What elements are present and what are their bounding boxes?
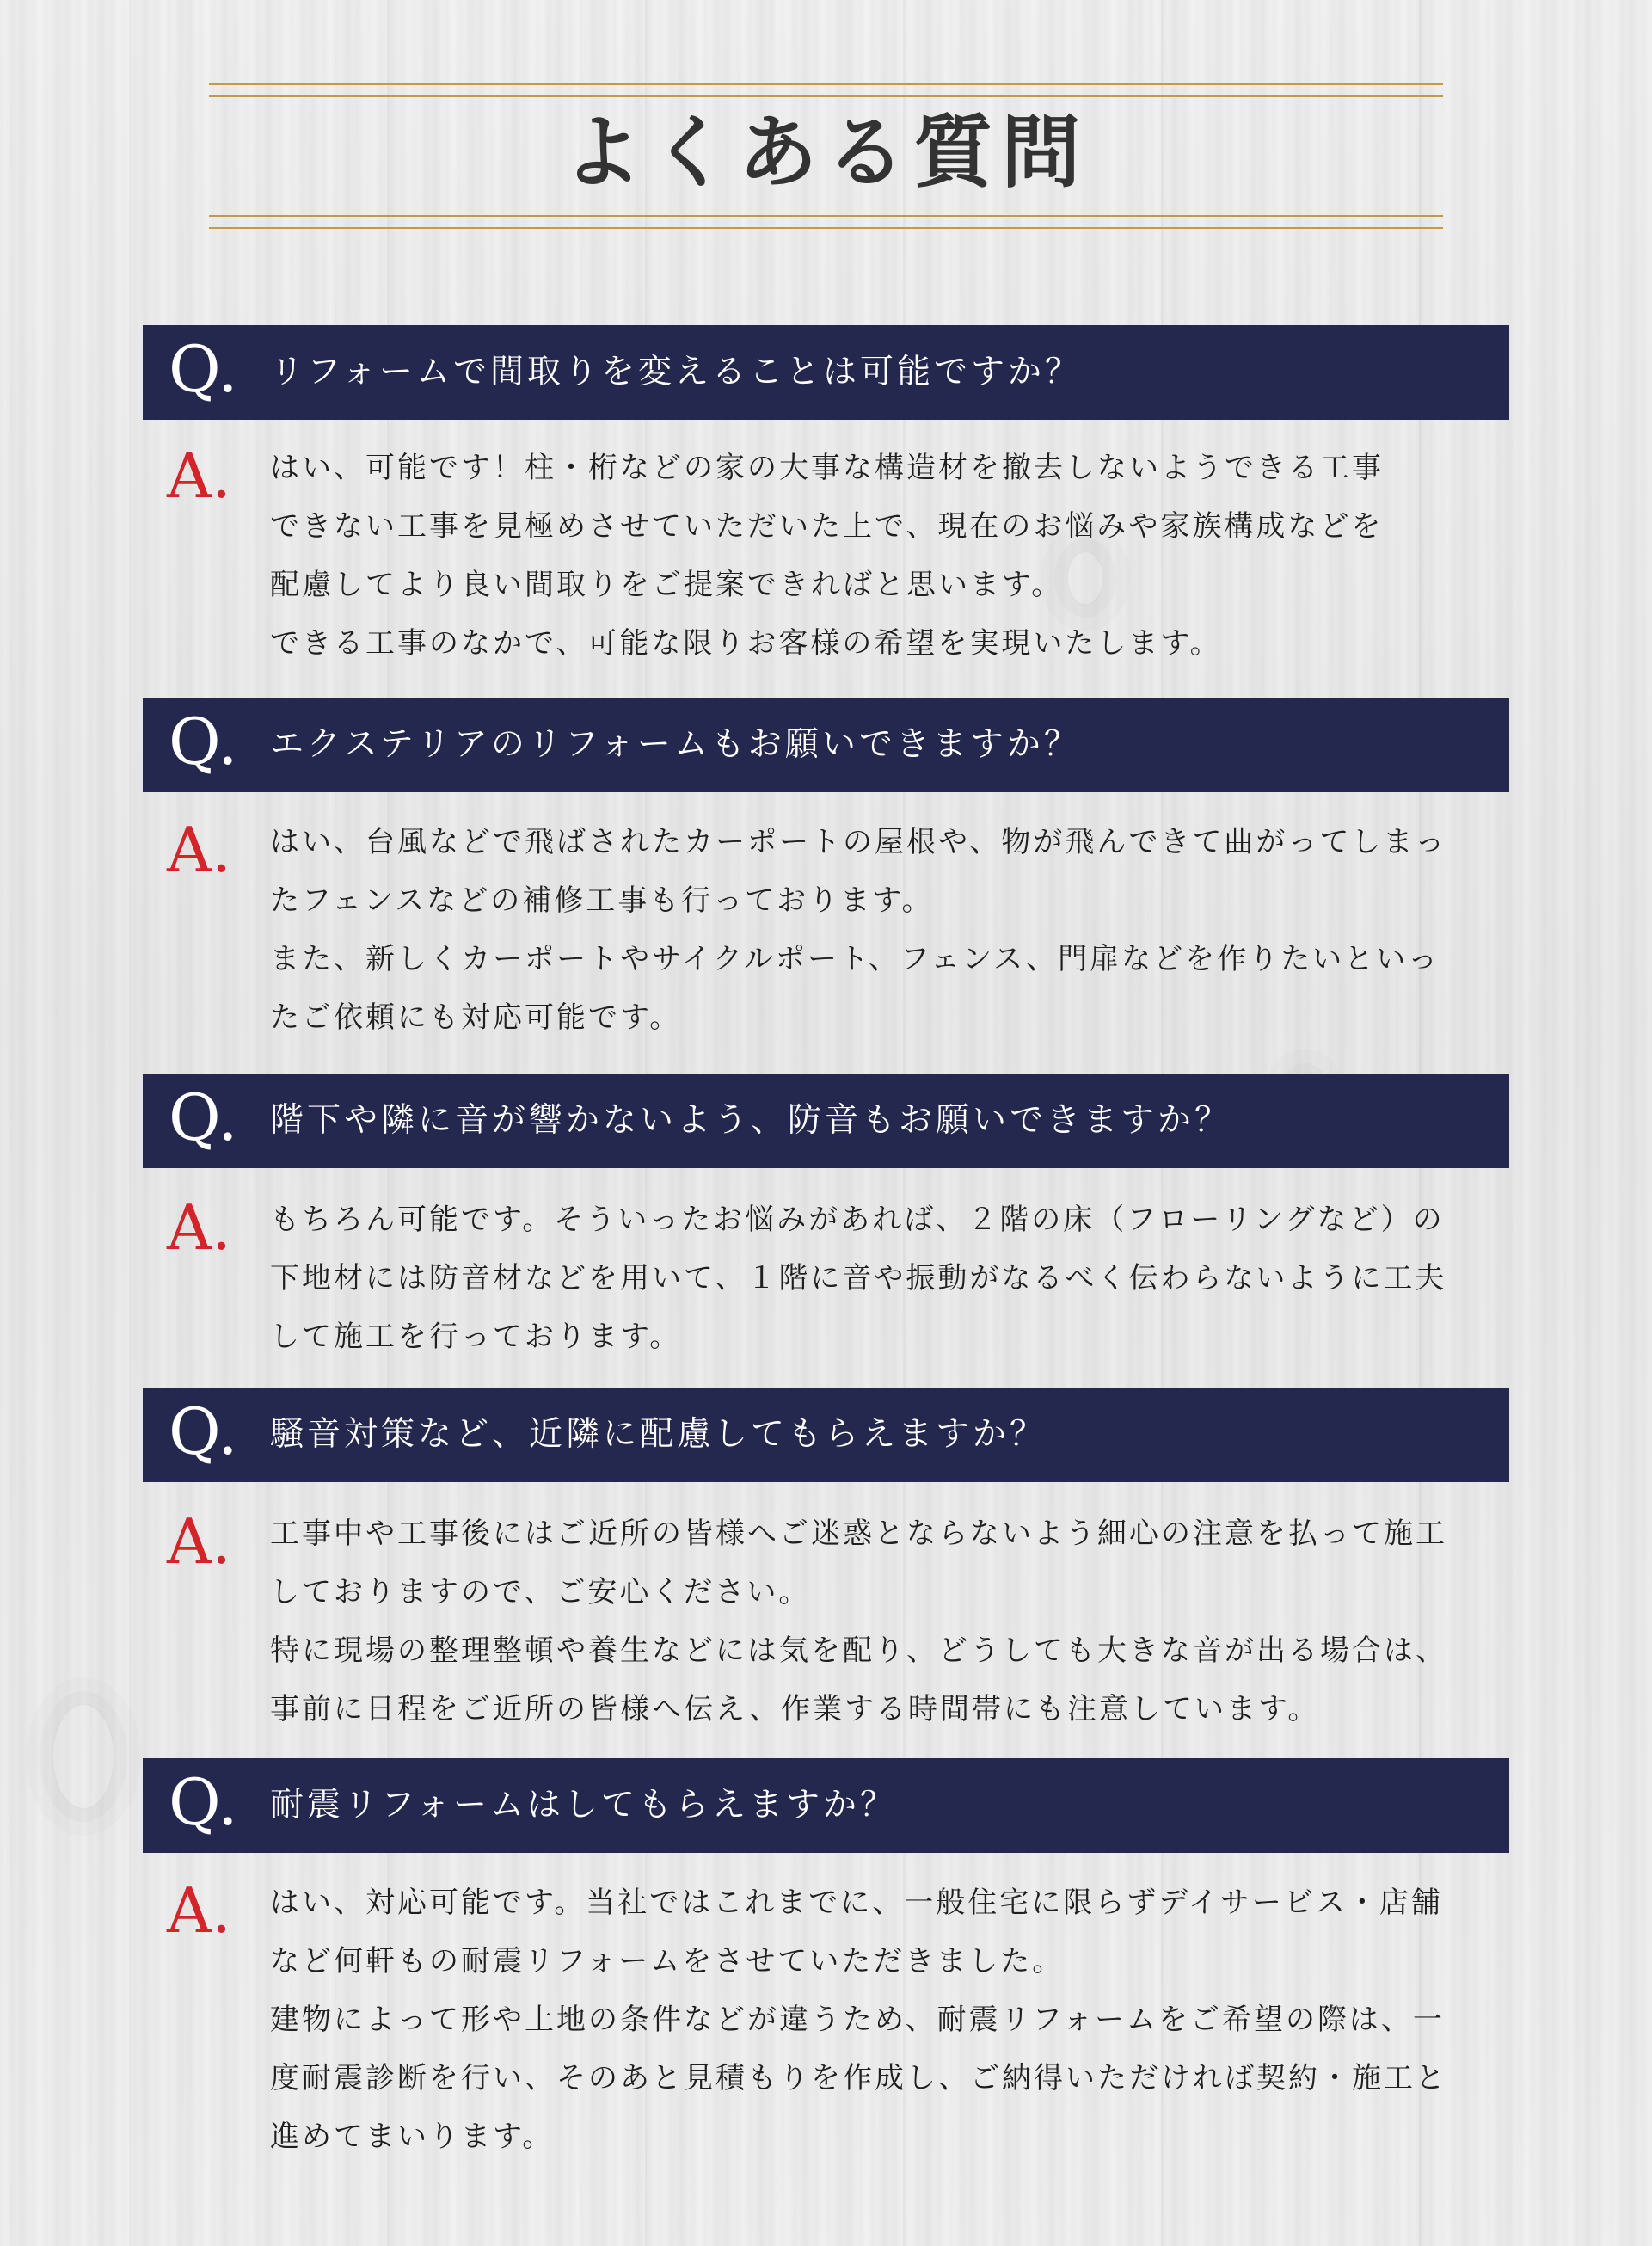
answer-line: できる工事のなかで、可能な限りお客様の希望を実現いたします。 <box>270 626 1222 661</box>
answer-line: たフェンスなどの補修工事も行っております。 <box>270 883 934 918</box>
faq-question-text: エクステリアのリフォームもお願いできますか？ <box>270 725 1081 764</box>
q-marker: Q. <box>169 333 238 407</box>
q-marker: Q. <box>169 1081 238 1155</box>
a-marker: A. <box>167 1191 231 1264</box>
q-marker: Q. <box>169 1395 238 1469</box>
q-marker: Q. <box>169 705 238 779</box>
answer-line: はい、対応可能です。当社ではこれまでに、一般住宅に限らずデイサービス・店舗 <box>270 1886 1443 1920</box>
page-title: よくある質問 <box>562 106 1090 199</box>
a-marker: A. <box>167 440 231 512</box>
faq-question-bar <box>143 698 1509 792</box>
faq-question-bar <box>143 325 1509 420</box>
faq-answer-text <box>270 813 1508 1047</box>
q-marker: Q. <box>169 1766 238 1840</box>
answer-line: はい、可能です！柱・桁などの家の大事な構造材を撤去しないようできる工事 <box>270 451 1384 485</box>
wood-knot-decoration <box>52 1703 115 1810</box>
faq-answer-text <box>270 1874 1508 2166</box>
faq-question-bar <box>143 1758 1509 1853</box>
answer-line: 下地材には防音材などを用いて、１階に音や振動がなるべく伝わらないように工夫 <box>270 1261 1447 1295</box>
answer-line: 事前に日程をご近所の皆様へ伝え、作業する時間帯にも注意しています。 <box>270 1692 1320 1726</box>
gold-rule-bottom <box>209 227 1443 229</box>
gold-rule-bottom-inner <box>209 215 1443 217</box>
faq-answer-text <box>270 439 1508 673</box>
a-marker: A. <box>167 814 231 886</box>
faq-question-bar <box>143 1388 1509 1482</box>
answer-line: 特に現場の整理整頓や養生などには気を配り、どうしても大きな音が出る場合は、 <box>270 1634 1447 1668</box>
answer-line: 進めてまいります。 <box>270 2120 555 2154</box>
answer-line: また、新しくカーポートやサイクルポート、フェンス、門扉などを作りたいといっ <box>270 942 1440 976</box>
faq-answer-text <box>270 1191 1508 1366</box>
answer-line: できない工事を見極めさせていただいた上で、現在のお悩みや家族構成などを <box>270 509 1384 544</box>
a-marker: A. <box>167 1874 231 1947</box>
gold-rule-top <box>209 83 1443 85</box>
faq-question-text: 階下や隣に音が響かないよう、防音もお願いできますか？ <box>270 1101 1232 1140</box>
faq-answer-text <box>270 1505 1508 1738</box>
faq-question-text: リフォームで間取りを変えることは可能ですか？ <box>270 353 1083 391</box>
answer-line: 建物によって形や土地の条件などが違うため、耐震リフォームをご希望の際は、一 <box>270 2003 1445 2037</box>
answer-line: など何軒もの耐震リフォームをさせていただきました。 <box>270 1944 1065 1978</box>
answer-line: 度耐震診断を行い、そのあと見積もりを作成し、ご納得いただければ契約・施工と <box>270 2061 1447 2095</box>
answer-line: もちろん可能です。そういったお悩みがあれば、２階の床（フローリングなど）の <box>270 1203 1445 1237</box>
faq-question-bar <box>143 1074 1509 1168</box>
answer-line: たご依頼にも対応可能です。 <box>270 1000 682 1035</box>
answer-line: 配慮してより良い間取りをご提案できればと思います。 <box>270 568 1064 602</box>
page-header <box>209 83 1443 230</box>
answer-line: はい、台風などで飛ばされたカーポートの屋根や、物が飛んできて曲がってしまっ <box>270 825 1447 859</box>
answer-line: 工事中や工事後にはご近所の皆様へご迷惑とならないよう細心の注意を払って施工 <box>270 1517 1447 1551</box>
a-marker: A. <box>167 1505 231 1578</box>
gold-rule-top-inner <box>209 95 1443 97</box>
answer-line: しておりますので、ご安心ください。 <box>270 1575 811 1609</box>
faq-question-text: 騒音対策など、近隣に配慮してもらえますか？ <box>270 1415 1047 1454</box>
answer-line: して施工を行っております。 <box>270 1320 682 1354</box>
faq-question-text: 耐震リフォームはしてもらえますか？ <box>270 1786 898 1824</box>
